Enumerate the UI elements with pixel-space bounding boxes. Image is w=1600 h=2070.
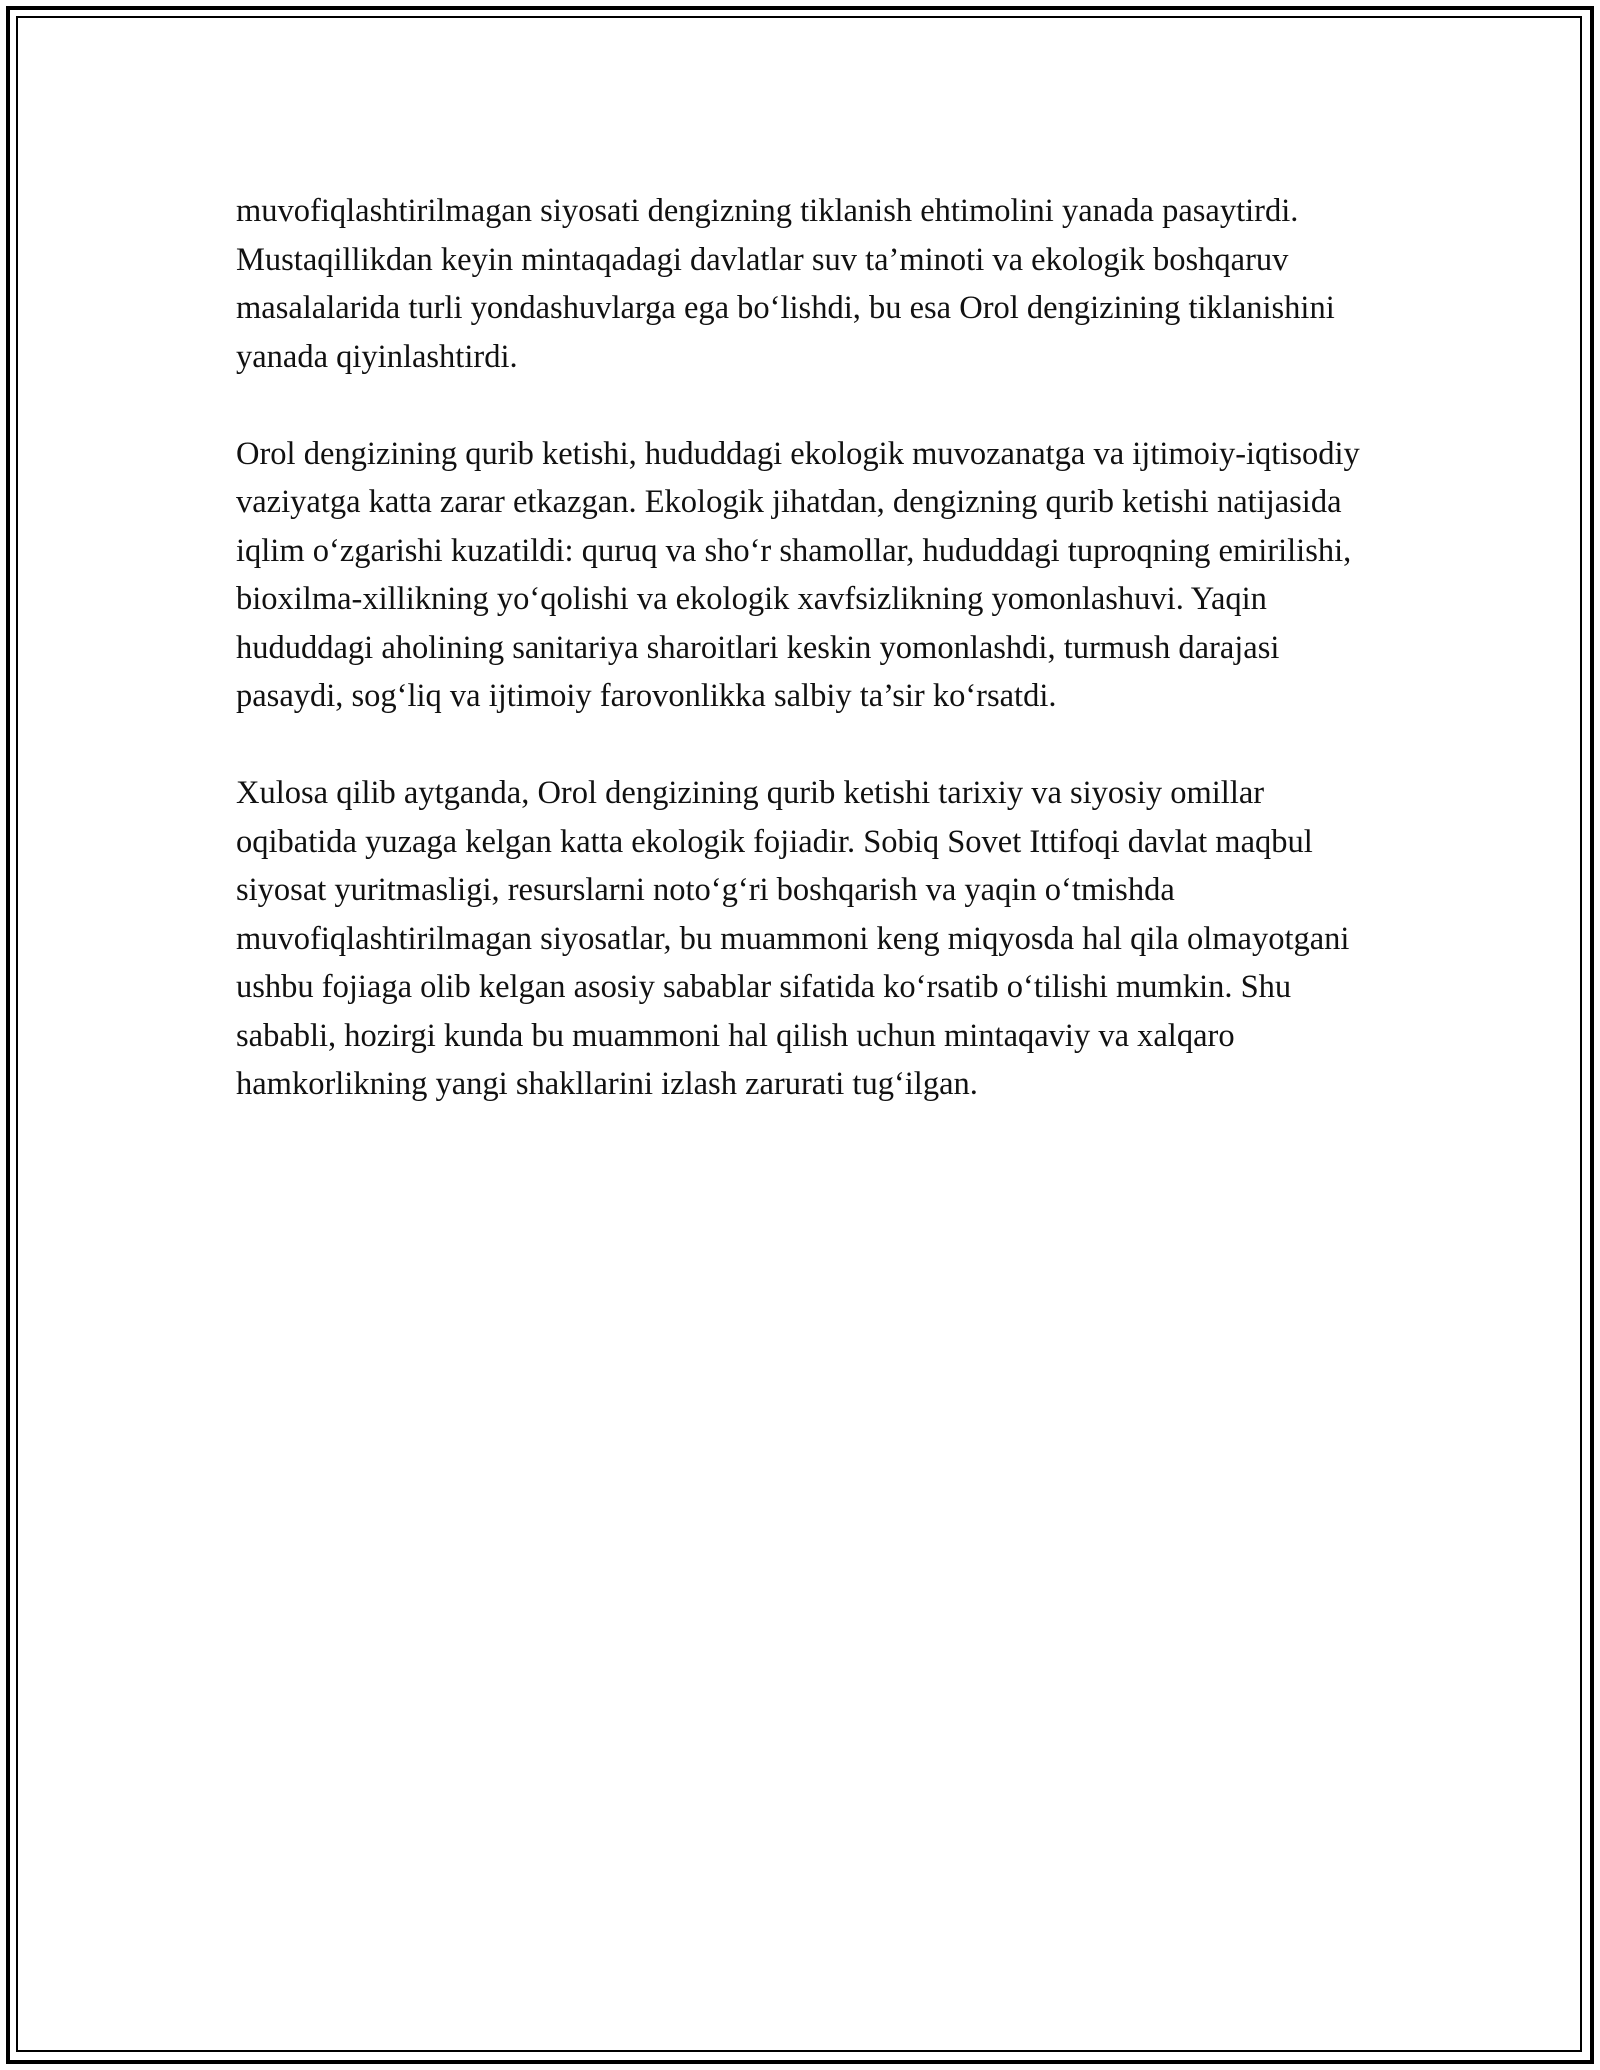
paragraph-conclusion: Xulosa qilib aytganda, Orol dengizining qurib ketishi tarixiy va siyosiy omillar oqibatida yuzaga kelgan katta ekologik fojiadir. Sobiq Sovet Ittifoqi davlat maqbul siyosat yuritmasligi, resurslarni noto‘g‘ri boshqarish va yaqin o‘tmishda muvofiqlashtirilmagan siyosatlar, bu muammoni keng miqyosda hal qila olmayotgani ushbu fojiaga olib kelgan asosiy sabablar sifatida ko‘rsatib o‘tilishi mumkin. Shu sababli, hozirgi kunda bu muammoni hal qilish uchun mintaqaviy va xalqaro hamkorlikning yangi shakllarini izlash zarurati tug‘ilgan. bbox=[236, 775, 1350, 1102]
paragraph-ecological-impact: Orol dengizining qurib ketishi, hududdagi ekologik muvozanatga va ijtimoiy-iqtisodiy vaziyatga katta zarar etkazgan. Ekologik jihatdan, dengizning qurib ketishi natijasida iqlim o‘zgarishi kuzatildi: quruq va sho‘r shamollar, hududdagi tuproqning emirilishi, bioxilma-xillikning yo‘qolishi va ekologik xavfsizlikning yomonlashuvi. Yaqin hududdagi aholining sanitariya sharoitlari keskin yomonlashdi, turmush darajasi pasaydi, sog‘liq va ijtimoiy farovonlikka salbiy ta’sir ko‘rsatdi. bbox=[236, 435, 1360, 714]
paragraph-continuation: muvofiqlashtirilmagan siyosati dengizning tiklanish ehtimolini yanada pasaytirdi. Mustaqillikdan keyin mintaqadagi davlatlar suv ta’minoti va ekologik boshqaruv masalalarida turli yondashuvlarga ega bo‘lishdi, bu esa Orol dengizining tiklanishini yanada qiyinlashtirdi. bbox=[236, 193, 1335, 375]
document-body bbox=[236, 187, 1386, 1109]
